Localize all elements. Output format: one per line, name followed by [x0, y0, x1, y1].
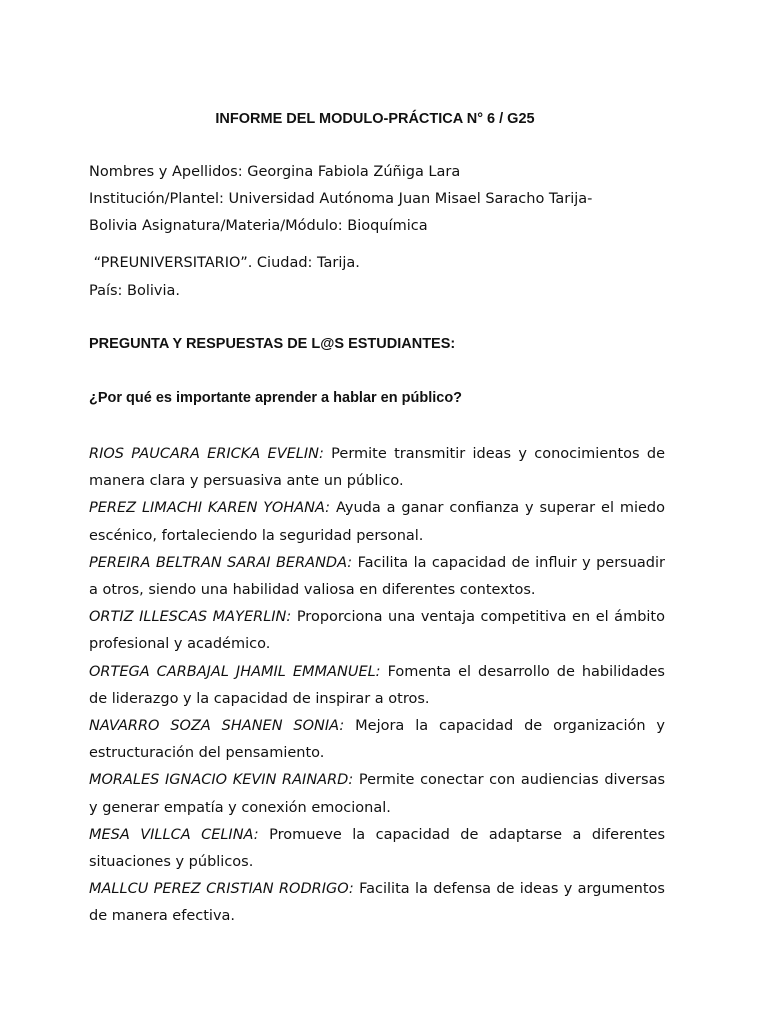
answer-text: Ayuda a ganar confianza y superar el miedo escénico, fortaleciendo la seguridad personal.: [89, 500, 666, 544]
answer-text: Permite transmitir ideas y conocimientos de manera clara y persuasiva ante un público.: [89, 446, 665, 490]
answer-text: Proporciona una ventaja competitiva en el ámbito profesional y académico.: [89, 609, 665, 653]
student-name: MESA VILLCA CELINA:: [89, 826, 259, 843]
answer-item: [89, 713, 665, 767]
answer-item: [89, 659, 665, 713]
answer-item: [89, 822, 665, 876]
student-name: ORTIZ ILLESCAS MAYERLIN:: [89, 609, 292, 626]
student-name: PEREIRA BELTRAN SARAI BERANDA:: [89, 554, 353, 571]
document-title: INFORME DEL MODULO-PRÁCTICA N° 6 / G25: [215, 111, 535, 127]
student-name: MORALES IGNACIO KEVIN RAINARD:: [89, 772, 354, 789]
header-line-country: País: Bolivia.: [89, 283, 181, 299]
student-name: PEREZ LIMACHI KAREN YOHANA:: [89, 500, 331, 517]
answers-list: [89, 441, 665, 931]
student-name: RIOS PAUCARA ERICKA EVELIN:: [89, 446, 324, 462]
answer-item: [89, 876, 665, 930]
answer-text: Facilita la capacidad de influir y persuadir a otros, siendo una habilidad valiosa en diferentes contextos.: [89, 554, 665, 599]
header-line-names: Nombres y Apellidos: Georgina Fabiola Zúñiga Lara: [89, 164, 461, 180]
answer-text: Permite conectar con audiencias diversas y generar empatía y conexión emocional.: [89, 772, 666, 816]
student-name: MALLCU PEREZ CRISTIAN RODRIGO:: [89, 881, 354, 898]
answer-text: Facilita la defensa de ideas y argumentos de manera efectiva.: [89, 881, 665, 925]
answer-text: Fomenta el desarrollo de habilidades de liderazgo y la capacidad de inspirar a otros.: [89, 663, 665, 707]
section-heading: PREGUNTA Y RESPUESTAS DE L@S ESTUDIANTES:: [89, 336, 456, 352]
answer-item: [89, 441, 665, 495]
header-line-subject: Bolivia Asignatura/Materia/Módulo: Bioquímica: [89, 218, 428, 234]
answer-text: Promueve la capacidad de adaptarse a diferentes situaciones y públicos.: [89, 826, 665, 871]
answer-text: Mejora la capacidad de organización y estructuración del pensamiento.: [89, 718, 665, 762]
answer-item: [89, 604, 665, 658]
student-name: ORTEGA CARBAJAL JHAMIL EMMANUEL:: [89, 663, 381, 680]
answer-item: [89, 495, 665, 549]
header-line-city: “PREUNIVERSITARIO”. Ciudad: Tarija.: [89, 255, 360, 271]
header-line-institution: Institución/Plantel: Universidad Autónoma Juan Misael Saracho Tarija-: [89, 191, 593, 207]
student-name: NAVARRO SOZA SHANEN SONIA:: [89, 718, 345, 735]
answer-item: [89, 550, 665, 604]
answer-item: [89, 767, 665, 821]
question-text: ¿Por qué es importante aprender a hablar en público?: [89, 390, 463, 406]
